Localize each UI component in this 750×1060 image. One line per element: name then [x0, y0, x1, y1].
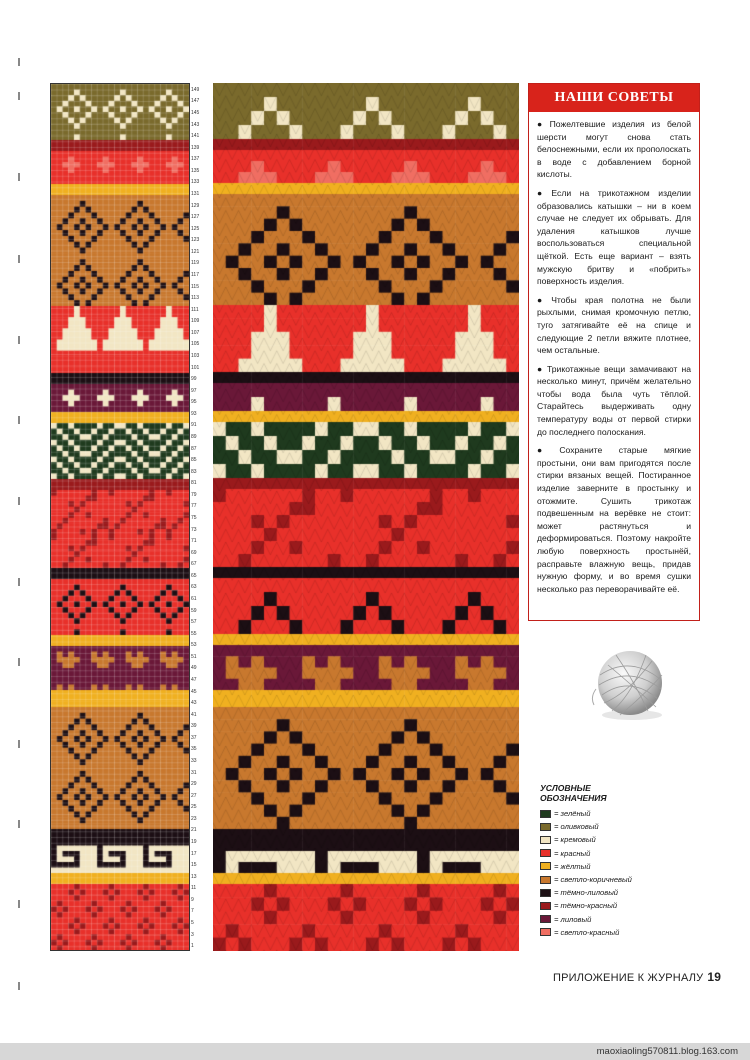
row-number: 61: [191, 596, 197, 602]
yarn-ball-icon: [590, 645, 670, 723]
row-number: 63: [191, 584, 197, 591]
row-number: 11: [191, 885, 197, 892]
row-number: 31: [191, 769, 197, 776]
legend-color-swatch: [540, 902, 551, 910]
page-footer: [553, 970, 721, 984]
row-number: 135: [191, 167, 200, 174]
row-number: 119: [191, 260, 199, 267]
row-number: 71: [191, 538, 197, 545]
row-number: 87: [191, 445, 197, 452]
row-number: 149: [191, 86, 200, 93]
legend-title: УСЛОВНЫЕ ОБОЗНАЧЕНИЯ: [540, 783, 607, 803]
row-number: 85: [191, 457, 197, 464]
row-number: 143: [191, 121, 200, 128]
legend-item: [540, 886, 700, 899]
legend-label: = красный: [554, 848, 591, 858]
row-number: 105: [191, 341, 200, 348]
tips-list: [529, 112, 699, 605]
legend-label: = тёмно-лиловый: [554, 888, 619, 898]
row-number: 43: [191, 700, 197, 707]
row-number: 37: [191, 734, 197, 741]
row-number: 89: [191, 433, 197, 440]
row-number: 81: [191, 480, 197, 487]
row-number: 147: [191, 98, 200, 105]
legend-color-swatch: [540, 823, 551, 831]
row-number: 55: [191, 630, 197, 637]
row-number: 83: [191, 468, 197, 475]
bullet-icon: ●: [537, 294, 549, 305]
row-number: 57: [191, 619, 197, 626]
watermark-text: maoxiaoling570811.blog.163.com: [596, 1046, 738, 1057]
bullet-icon: ●: [537, 187, 549, 198]
legend-label: = зелёный: [554, 809, 591, 819]
row-number: 35: [191, 746, 197, 753]
row-number: 113: [191, 295, 199, 302]
row-number: 47: [191, 677, 197, 684]
row-number: 127: [191, 214, 200, 221]
legend-color-swatch: [540, 836, 551, 844]
row-number: 29: [191, 781, 197, 788]
knitting-chart: [50, 83, 190, 951]
row-number: 67: [191, 561, 197, 568]
legend-item: [540, 913, 700, 926]
row-number: 115: [191, 283, 199, 290]
row-number: 23: [191, 815, 197, 822]
knitted-swatch-image: [213, 83, 519, 951]
legend-label: = тёмно-красный: [554, 901, 618, 911]
row-number: 69: [191, 549, 197, 556]
legend-label: = светло-коричневый: [554, 875, 632, 885]
bullet-icon: ●: [537, 119, 547, 129]
row-number: 9: [191, 896, 194, 903]
page-number: 19: [707, 970, 722, 984]
row-number: 5: [191, 920, 194, 927]
legend-label: = светло-красный: [554, 927, 620, 937]
yarn-ball-image: [590, 645, 670, 723]
row-number: 141: [191, 133, 200, 140]
tips-box: [528, 83, 700, 621]
legend-item: [540, 926, 700, 939]
row-number: 125: [191, 225, 200, 232]
row-number: 45: [191, 688, 197, 695]
legend-label: = лиловый: [554, 914, 592, 924]
row-number: 91: [191, 422, 197, 429]
row-number: 77: [191, 503, 197, 510]
row-number: 65: [191, 572, 197, 579]
row-number: 17: [191, 850, 197, 857]
row-number: 97: [191, 387, 197, 394]
row-number: 33: [191, 758, 197, 765]
legend: [540, 784, 700, 939]
legend-item: [540, 820, 700, 833]
row-number: 123: [191, 237, 200, 244]
legend-item: [540, 899, 700, 912]
tip-item: ● Чтобы края полотна не были рыхлыми, снимая кромочную петлю, туго затягивайте её на спице и следующие 2 петли вяжите плотнее, чем остальные.: [537, 294, 691, 356]
row-number: 133: [191, 179, 200, 186]
legend-color-swatch: [540, 810, 551, 818]
row-number: 1: [191, 943, 194, 950]
row-number: 25: [191, 804, 197, 811]
row-number: 137: [191, 156, 200, 163]
legend-color-swatch: [540, 915, 551, 923]
legend-color-swatch: [540, 876, 551, 884]
row-number: 3: [191, 931, 194, 938]
row-number: 111: [191, 306, 199, 313]
row-number: 19: [191, 839, 197, 846]
row-number: 15: [191, 862, 197, 869]
legend-item: [540, 873, 700, 886]
tips-title: НАШИ СОВЕТЫ: [529, 84, 699, 112]
row-number: 129: [191, 202, 200, 209]
tip-item: ● Если на трикотажном изделии образовались катышки – ни в коем случае не следует их обрывать. Для удаления катышков лучше воспользоваться специальной щёткой. Есть еще вариант – взять мужскую бритву и «побрить» поверхность изделия.: [537, 187, 691, 287]
footer-label: ПРИЛОЖЕНИЕ К ЖУРНАЛУ: [553, 972, 704, 984]
legend-item: [540, 847, 700, 860]
legend-item: [540, 833, 700, 846]
row-number: 145: [191, 109, 200, 116]
legend-label: = кремовый: [554, 835, 596, 845]
tip-item: ● Пожелтевшие изделия из белой шерсти могут снова стать белоснежными, если их прополоскать в воде с добавлением борной кислоты.: [537, 119, 691, 180]
legend-label: = оливковый: [554, 822, 599, 832]
legend-color-swatch: [540, 928, 551, 936]
bullet-icon: ●: [537, 363, 544, 374]
row-number: 79: [191, 491, 197, 498]
tip-item: ● Сохраните старые мягкие простыни, они вам пригодятся после стирки вязаных вещей. Постиранное изделие заверните в простынку и отожмите. Сушить трикотаж подвешенным на верёвке не стоит: может растянуться и деформироваться. Поэтому накройте любую поверхность простынёй, расправьте влажную вещь, придав нужную форму, и во время сушки несколько раз переворачивайте её.: [537, 445, 691, 594]
row-number: 99: [191, 376, 197, 383]
bullet-icon: ●: [537, 445, 557, 456]
row-number: 53: [191, 642, 197, 649]
legend-item: [540, 860, 700, 873]
row-number: 41: [191, 711, 197, 718]
row-number: 59: [191, 607, 197, 614]
row-number: 107: [191, 329, 200, 336]
row-number: 109: [191, 318, 200, 325]
legend-color-swatch: [540, 862, 551, 870]
row-number: 73: [191, 526, 197, 533]
row-number: 13: [191, 873, 197, 880]
row-number: 75: [191, 515, 197, 521]
legend-color-swatch: [540, 889, 551, 897]
row-number: 131: [191, 190, 200, 197]
chart-row-numbers: [191, 83, 207, 951]
row-number: 139: [191, 144, 200, 151]
legend-color-swatch: [540, 849, 551, 857]
row-number: 51: [191, 653, 197, 660]
knitting-chart-grid: [51, 84, 189, 950]
watermark-bar: [0, 1043, 750, 1060]
row-number: 121: [191, 248, 200, 255]
row-number: 21: [191, 827, 197, 834]
row-number: 103: [191, 352, 200, 359]
tip-item: ● Трикотажные вещи замачивают на несколько минут, причём желательно чтобы вода была чуть тёплой. Старайтесь выдерживать одну температуру воды от первой стирки до последнего полоскания.: [537, 363, 691, 437]
row-number: 49: [191, 665, 197, 672]
row-number: 39: [191, 723, 197, 730]
legend-list: [540, 807, 700, 939]
legend-item: [540, 807, 700, 820]
row-number: 95: [191, 399, 197, 406]
row-number: 27: [191, 792, 197, 799]
legend-label: = жёлтый: [554, 861, 591, 871]
knitted-swatch-photo: [213, 83, 519, 951]
row-number: 93: [191, 410, 197, 417]
row-number: 7: [191, 908, 194, 915]
row-number: 117: [191, 271, 199, 278]
row-number: 101: [191, 364, 200, 371]
